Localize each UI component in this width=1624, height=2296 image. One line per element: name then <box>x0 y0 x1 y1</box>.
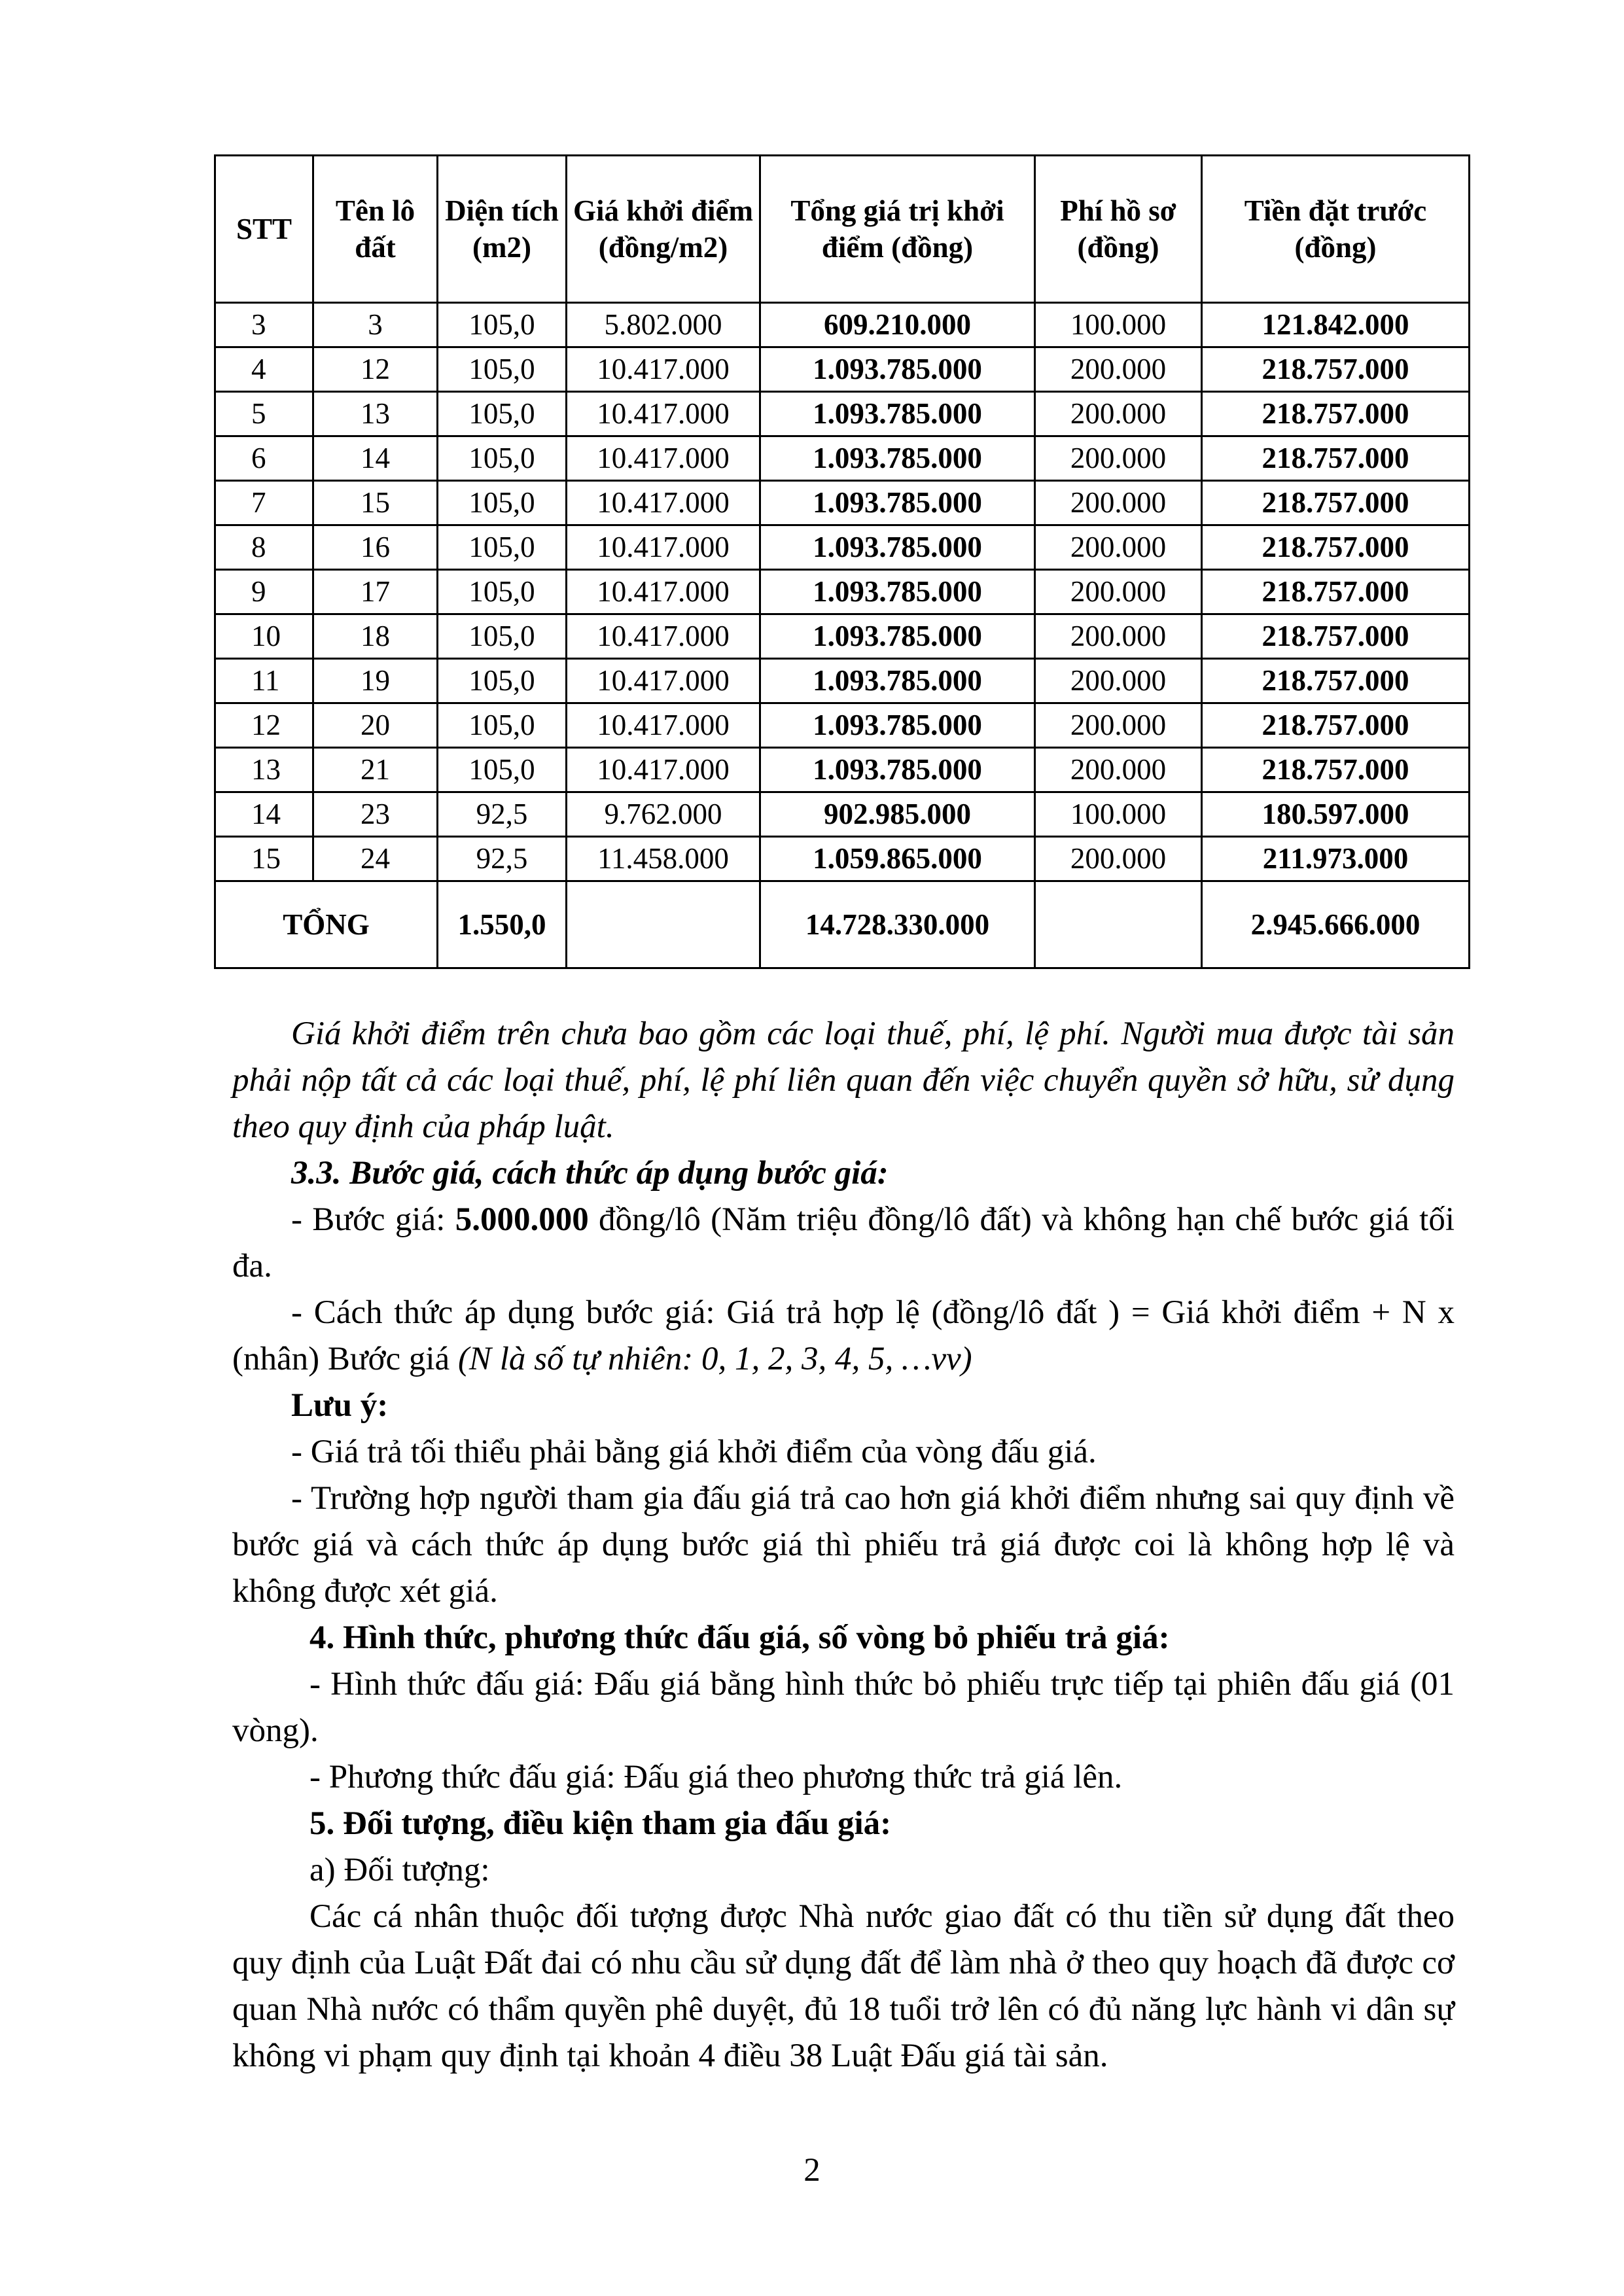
cell-stt: 15 <box>215 837 313 881</box>
note-label: Lưu ý: <box>291 1387 389 1424</box>
cell-stt: 7 <box>215 481 313 525</box>
cell-starting-price: 5.802.000 <box>567 303 760 347</box>
cell-area: 105,0 <box>438 481 567 525</box>
cell-deposit: 218.757.000 <box>1202 347 1470 392</box>
cell-deposit: 218.757.000 <box>1202 481 1470 525</box>
cell-total-value: 1.093.785.000 <box>760 659 1035 703</box>
table-row <box>215 303 1470 347</box>
cell-starting-price: 10.417.000 <box>567 436 760 481</box>
cell-deposit: 218.757.000 <box>1202 748 1470 792</box>
note-2: - Trường hợp người tham gia đấu giá trả cao hơn giá khởi điểm nhưng sai quy định về bước giá và cách thức áp dụng bước giá thì phiếu trả giá được coi là không hợp lệ và không được xét giá. <box>232 1480 1455 1610</box>
cell-fee: 200.000 <box>1035 614 1202 659</box>
cell-area: 105,0 <box>438 614 567 659</box>
total-empty-2 <box>1035 881 1202 968</box>
step-price-paragraph <box>232 1197 1455 1290</box>
cell-starting-price: 10.417.000 <box>567 392 760 436</box>
cell-stt: 5 <box>215 392 313 436</box>
cell-starting-price: 10.417.000 <box>567 703 760 748</box>
cell-starting-price: 10.417.000 <box>567 570 760 614</box>
cell-stt: 3 <box>215 303 313 347</box>
total-label: TỔNG <box>215 881 438 968</box>
table-row <box>215 748 1470 792</box>
subjects-paragraph: Các cá nhân thuộc đối tượng được Nhà nước giao đất có thu tiền sử dụng đất theo quy định của Luật Đất đai có nhu cầu sử dụng đất để làm nhà ở theo quy hoạch đã được cơ quan Nhà nước có thẩm quyền phê duyệt, đủ 18 tuổi trở lên có đủ năng lực hành vi dân sự không vi phạm quy định tại khoản 4 điều 38 Luật Đấu giá tài sản. <box>232 1898 1455 2074</box>
section-4-heading: 4. Hình thức, phương thức đấu giá, số vòng bỏ phiếu trả giá: <box>309 1619 1170 1656</box>
cell-starting-price: 10.417.000 <box>567 748 760 792</box>
cell-starting-price: 10.417.000 <box>567 614 760 659</box>
cell-stt: 14 <box>215 792 313 837</box>
cell-stt: 10 <box>215 614 313 659</box>
apply-prefix: - Cách thức áp dụng bước giá: Giá trả hợp lệ (đồng/lô đất ) = Giá khởi điểm + N x (nhân) Bước giá <box>232 1294 1455 1377</box>
cell-lot-name: 19 <box>313 659 438 703</box>
cell-starting-price: 10.417.000 <box>567 481 760 525</box>
cell-total-value: 609.210.000 <box>760 303 1035 347</box>
page-number: 2 <box>803 2152 821 2189</box>
header-fee: Phí hồ sơ (đồng) <box>1035 156 1202 303</box>
cell-deposit: 211.973.000 <box>1202 837 1470 881</box>
total-area: 1.550,0 <box>438 881 567 968</box>
cell-lot-name: 3 <box>313 303 438 347</box>
total-deposit: 2.945.666.000 <box>1202 881 1470 968</box>
cell-area: 92,5 <box>438 792 567 837</box>
cell-stt: 6 <box>215 436 313 481</box>
cell-stt: 12 <box>215 703 313 748</box>
table-row <box>215 347 1470 392</box>
cell-area: 105,0 <box>438 347 567 392</box>
header-starting-price: Giá khởi điểm (đồng/m2) <box>567 156 760 303</box>
cell-total-value: 1.093.785.000 <box>760 436 1035 481</box>
step-suffix: đồng/lô (Năm triệu đồng/lô đất) và không hạn chế bước giá tối đa. <box>232 1201 1455 1284</box>
cell-starting-price: 11.458.000 <box>567 837 760 881</box>
cell-lot-name: 21 <box>313 748 438 792</box>
cell-stt: 8 <box>215 525 313 570</box>
cell-fee: 200.000 <box>1035 570 1202 614</box>
header-lot-name: Tên lô đất <box>313 156 438 303</box>
total-empty-1 <box>567 881 760 968</box>
cell-starting-price: 10.417.000 <box>567 525 760 570</box>
auction-form: - Hình thức đấu giá: Đấu giá bằng hình thức bỏ phiếu trực tiếp tại phiên đấu giá (01 vòng). <box>232 1666 1455 1749</box>
cell-lot-name: 16 <box>313 525 438 570</box>
cell-fee: 100.000 <box>1035 792 1202 837</box>
cell-fee: 200.000 <box>1035 525 1202 570</box>
cell-total-value: 1.093.785.000 <box>760 748 1035 792</box>
cell-deposit: 218.757.000 <box>1202 703 1470 748</box>
cell-area: 105,0 <box>438 570 567 614</box>
total-row <box>215 881 1470 968</box>
apply-italic: (N là số tự nhiên: 0, 1, 2, 3, 4, 5, …vv) <box>457 1341 972 1377</box>
auction-lot-table <box>214 154 1470 969</box>
cell-area: 105,0 <box>438 303 567 347</box>
cell-deposit: 180.597.000 <box>1202 792 1470 837</box>
table-body <box>215 303 1470 881</box>
auction-method: - Phương thức đấu giá: Đấu giá theo phương thức trả giá lên. <box>309 1759 1123 1795</box>
cell-total-value: 902.985.000 <box>760 792 1035 837</box>
table-row <box>215 570 1470 614</box>
cell-lot-name: 20 <box>313 703 438 748</box>
cell-fee: 200.000 <box>1035 837 1202 881</box>
cell-deposit: 218.757.000 <box>1202 392 1470 436</box>
header-area: Diện tích (m2) <box>438 156 567 303</box>
cell-area: 105,0 <box>438 748 567 792</box>
cell-total-value: 1.093.785.000 <box>760 392 1035 436</box>
cell-fee: 200.000 <box>1035 347 1202 392</box>
price-note: Giá khởi điểm trên chưa bao gồm các loại thuế, phí, lệ phí. Người mua được tài sản phải nộp tất cả các loại thuế, phí, lệ phí liên quan đến việc chuyển quyền sở hữu, sử dụng theo quy định của pháp luật. <box>232 1016 1455 1145</box>
table-row <box>215 792 1470 837</box>
cell-deposit: 218.757.000 <box>1202 436 1470 481</box>
cell-area: 105,0 <box>438 436 567 481</box>
cell-lot-name: 13 <box>313 392 438 436</box>
table-row <box>215 392 1470 436</box>
cell-starting-price: 10.417.000 <box>567 659 760 703</box>
table-row <box>215 837 1470 881</box>
cell-area: 92,5 <box>438 837 567 881</box>
step-value: 5.000.000 <box>455 1201 589 1238</box>
cell-lot-name: 14 <box>313 436 438 481</box>
cell-total-value: 1.059.865.000 <box>760 837 1035 881</box>
cell-total-value: 1.093.785.000 <box>760 481 1035 525</box>
cell-fee: 200.000 <box>1035 481 1202 525</box>
table-row <box>215 659 1470 703</box>
cell-stt: 11 <box>215 659 313 703</box>
cell-lot-name: 15 <box>313 481 438 525</box>
cell-fee: 200.000 <box>1035 748 1202 792</box>
subsection-a: a) Đối tượng: <box>309 1852 490 1888</box>
table-row <box>215 481 1470 525</box>
cell-stt: 4 <box>215 347 313 392</box>
cell-fee: 100.000 <box>1035 303 1202 347</box>
cell-stt: 13 <box>215 748 313 792</box>
cell-deposit: 218.757.000 <box>1202 614 1470 659</box>
cell-total-value: 1.093.785.000 <box>760 703 1035 748</box>
table-header-row <box>215 156 1470 303</box>
cell-fee: 200.000 <box>1035 659 1202 703</box>
cell-total-value: 1.093.785.000 <box>760 347 1035 392</box>
cell-fee: 200.000 <box>1035 436 1202 481</box>
cell-starting-price: 10.417.000 <box>567 347 760 392</box>
document-body <box>232 1011 1455 2079</box>
note-1: - Giá trả tối thiểu phải bằng giá khởi điểm của vòng đấu giá. <box>291 1434 1097 1470</box>
header-deposit: Tiền đặt trước (đồng) <box>1202 156 1470 303</box>
cell-total-value: 1.093.785.000 <box>760 614 1035 659</box>
cell-lot-name: 17 <box>313 570 438 614</box>
section-5-heading: 5. Đối tượng, điều kiện tham gia đấu giá: <box>309 1805 892 1842</box>
header-total-value: Tổng giá trị khởi điểm (đồng) <box>760 156 1035 303</box>
cell-fee: 200.000 <box>1035 703 1202 748</box>
cell-total-value: 1.093.785.000 <box>760 525 1035 570</box>
apply-step-paragraph <box>232 1290 1455 1383</box>
cell-deposit: 218.757.000 <box>1202 570 1470 614</box>
cell-lot-name: 18 <box>313 614 438 659</box>
cell-starting-price: 9.762.000 <box>567 792 760 837</box>
cell-deposit: 218.757.000 <box>1202 525 1470 570</box>
step-prefix: - Bước giá: <box>291 1201 455 1238</box>
table-row <box>215 703 1470 748</box>
table-row <box>215 436 1470 481</box>
cell-total-value: 1.093.785.000 <box>760 570 1035 614</box>
total-value: 14.728.330.000 <box>760 881 1035 968</box>
cell-lot-name: 12 <box>313 347 438 392</box>
table-row <box>215 525 1470 570</box>
cell-lot-name: 23 <box>313 792 438 837</box>
table-row <box>215 614 1470 659</box>
cell-area: 105,0 <box>438 525 567 570</box>
cell-deposit: 121.842.000 <box>1202 303 1470 347</box>
cell-area: 105,0 <box>438 703 567 748</box>
cell-lot-name: 24 <box>313 837 438 881</box>
cell-deposit: 218.757.000 <box>1202 659 1470 703</box>
section-3-3-heading: 3.3. Bước giá, cách thức áp dụng bước giá: <box>291 1155 889 1192</box>
cell-area: 105,0 <box>438 392 567 436</box>
cell-stt: 9 <box>215 570 313 614</box>
cell-area: 105,0 <box>438 659 567 703</box>
header-stt: STT <box>215 156 313 303</box>
cell-fee: 200.000 <box>1035 392 1202 436</box>
